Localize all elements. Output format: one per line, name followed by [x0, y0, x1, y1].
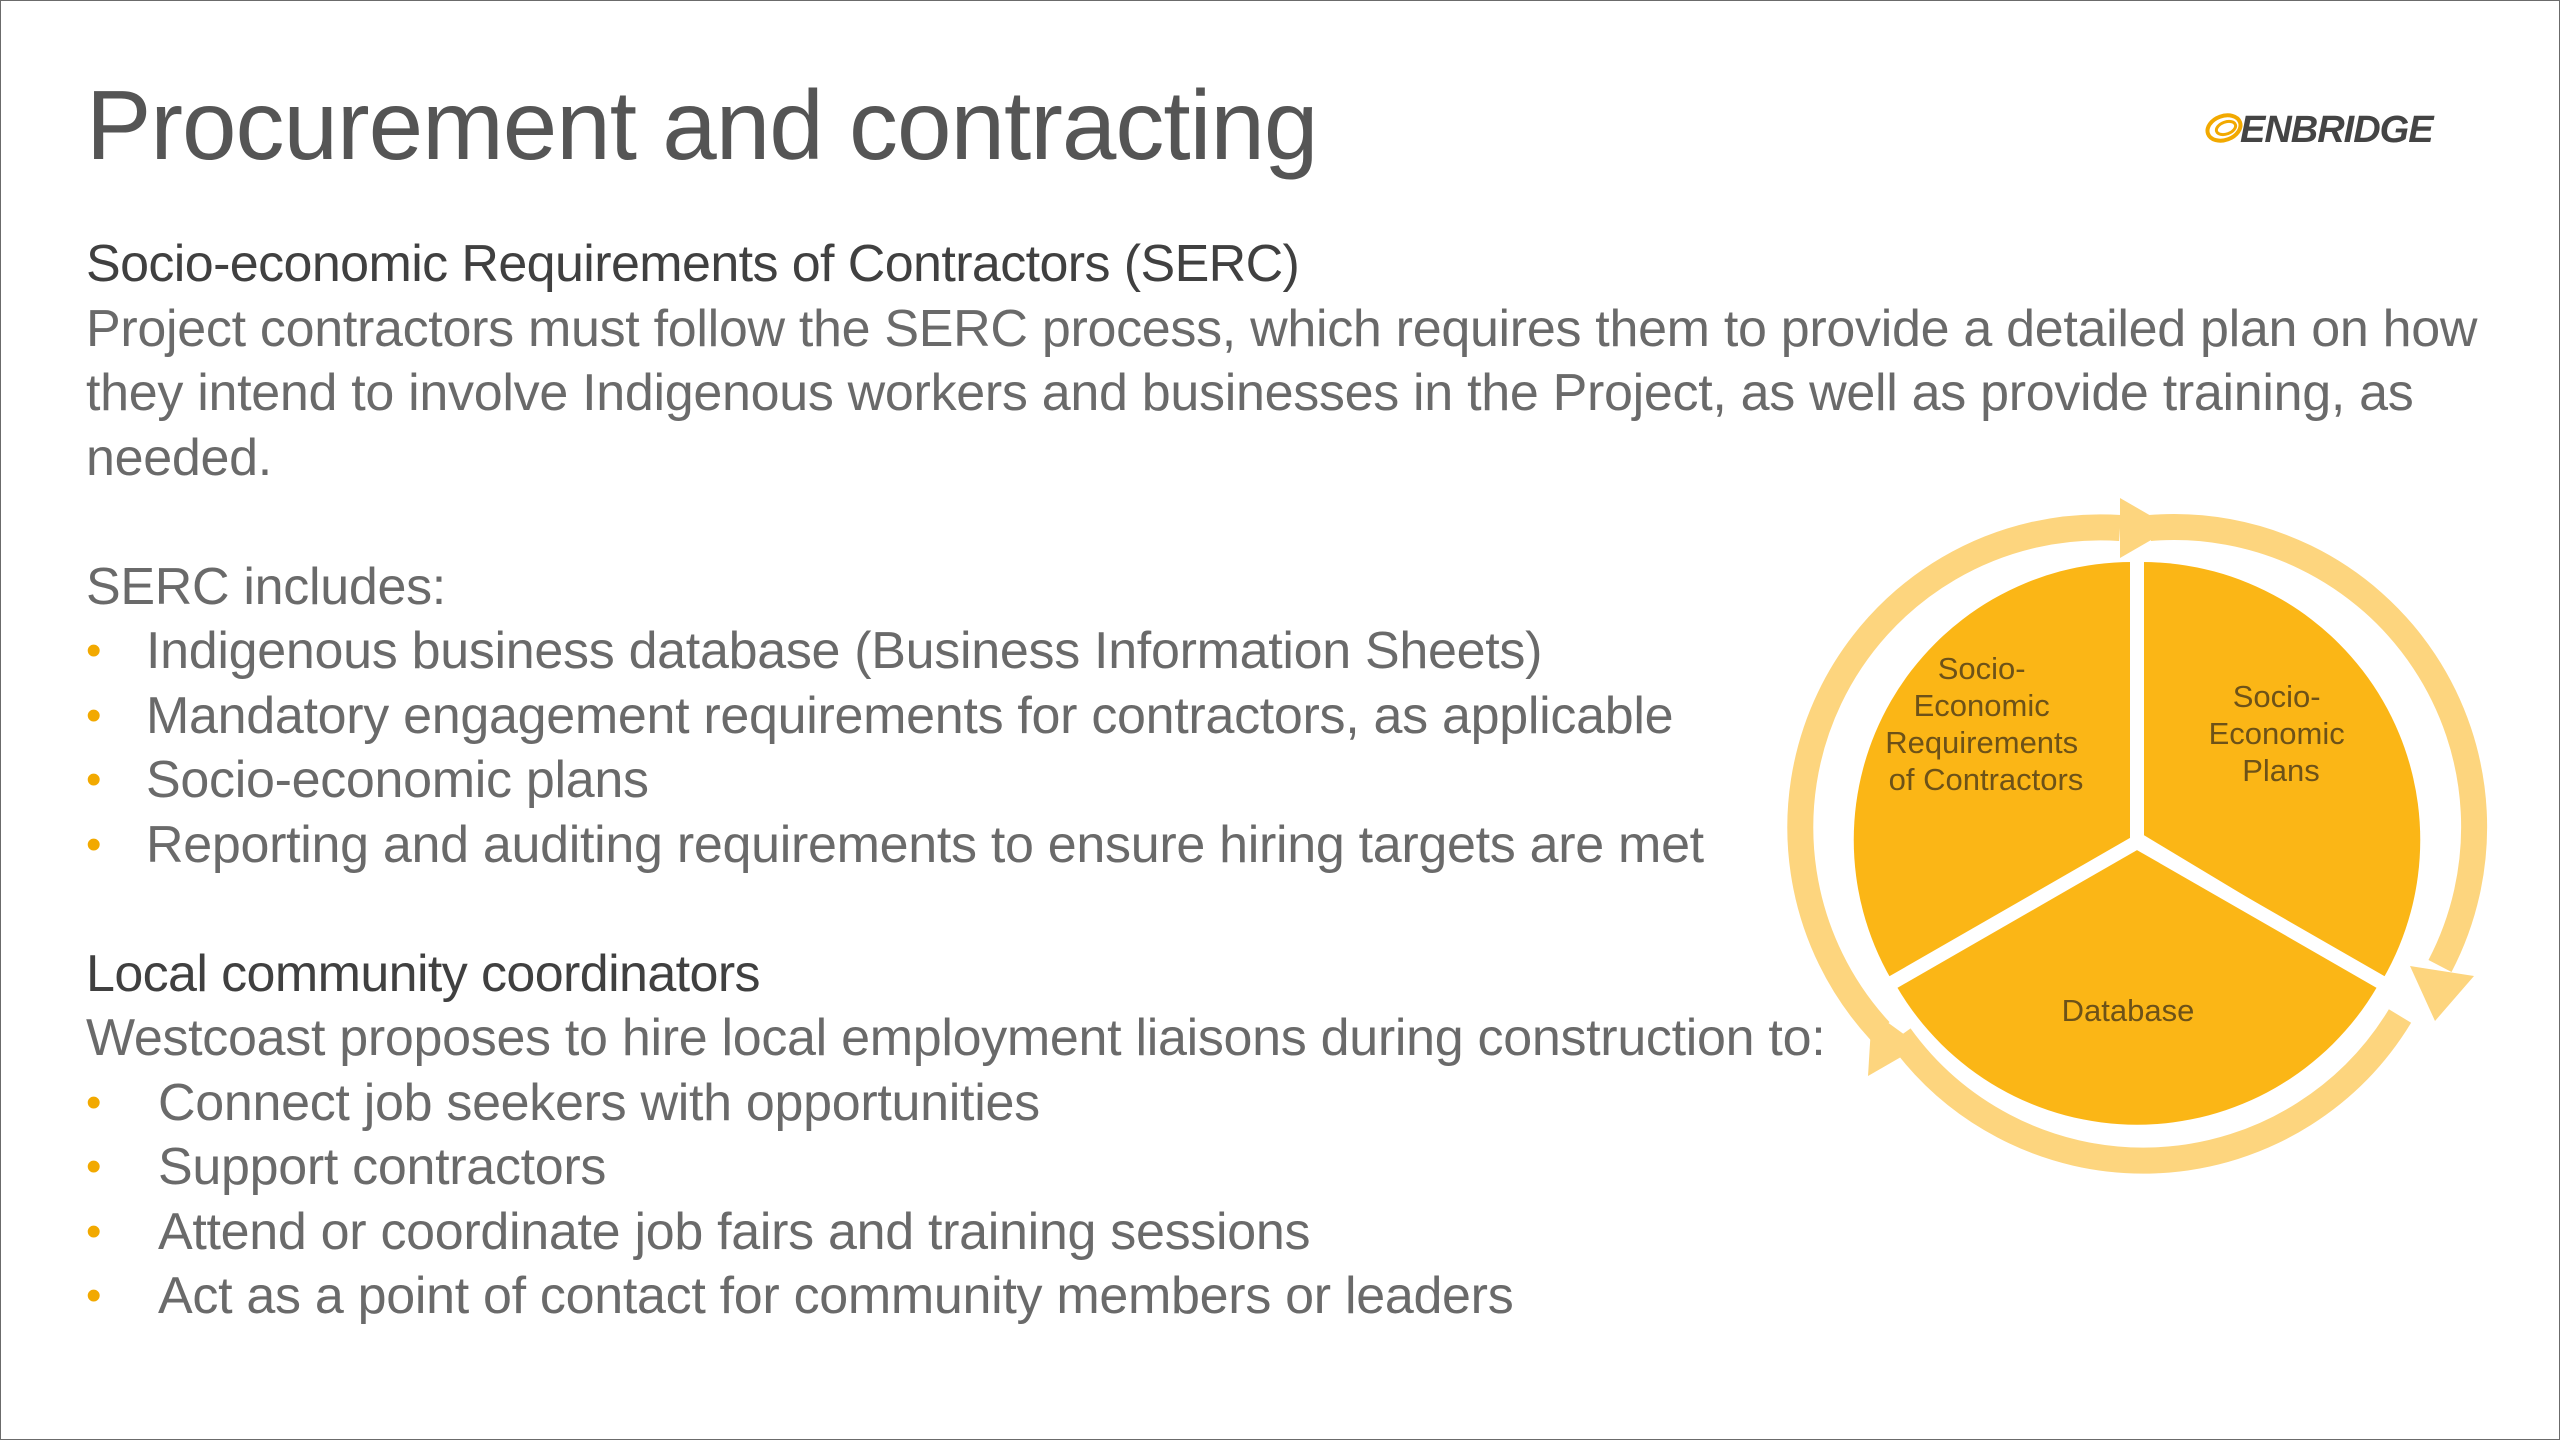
list-item: • Act as a point of contact for community members or leaders [86, 1264, 2506, 1329]
bullet-icon: • [86, 1271, 102, 1320]
segment-database-label: Database [2061, 993, 2195, 1028]
cycle-arrow-head [2410, 966, 2474, 1021]
serc-heading: Socio-economic Requirements of Contractors (SERC) [86, 235, 1300, 293]
list-item: • Support contractors [86, 1135, 2506, 1200]
list-item: • Reporting and auditing requirements to ensure hiring targets are met [86, 813, 2506, 878]
bullet-icon: • [86, 1077, 102, 1127]
bullet-icon: • [86, 1206, 102, 1256]
bullet-icon: • [86, 755, 102, 804]
serc-cycle-diagram [1780, 476, 2480, 1176]
bullet-icon: • [86, 819, 102, 869]
coordinators-heading: Local community coordinators [86, 944, 760, 1003]
list-item: • Indigenous business database (Business Information Sheets) [86, 619, 2506, 684]
bullet-icon: • [86, 690, 102, 740]
enbridge-logo [2204, 98, 2468, 158]
bullet-icon: • [86, 1142, 102, 1191]
list-item: • Attend or coordinate job fairs and training sessions [86, 1200, 2506, 1265]
segment-serc-label: Socio- Economic Requirements of Contractors [1885, 651, 2084, 797]
cycle-pie [1854, 556, 2420, 1125]
serc-paragraph: Project contractors must follow the SERC process, which requires them to provide a detailed plan on how they intend to involve Indigenous workers and businesses in the Project, as well as provide training, as needed. [86, 299, 2478, 487]
bullet-icon: • [86, 626, 102, 675]
serc-includes-label: SERC includes: [86, 557, 446, 616]
coordinators-intro: Westcoast proposes to hire local employment liaisons during construction to: [86, 1009, 1826, 1067]
svg-text:ENBRIDGE: ENBRIDGE [2240, 109, 2433, 151]
segment-plans-label: Socio- Economic Plans [2208, 679, 2345, 788]
list-item: • Connect job seekers with opportunities [86, 1071, 2506, 1136]
list-item: • Mandatory engagement requirements for contractors, as applicable [86, 684, 2506, 749]
list-item: • Socio-economic plans [86, 748, 2506, 813]
page-title: Procurement and contracting [86, 70, 1318, 180]
